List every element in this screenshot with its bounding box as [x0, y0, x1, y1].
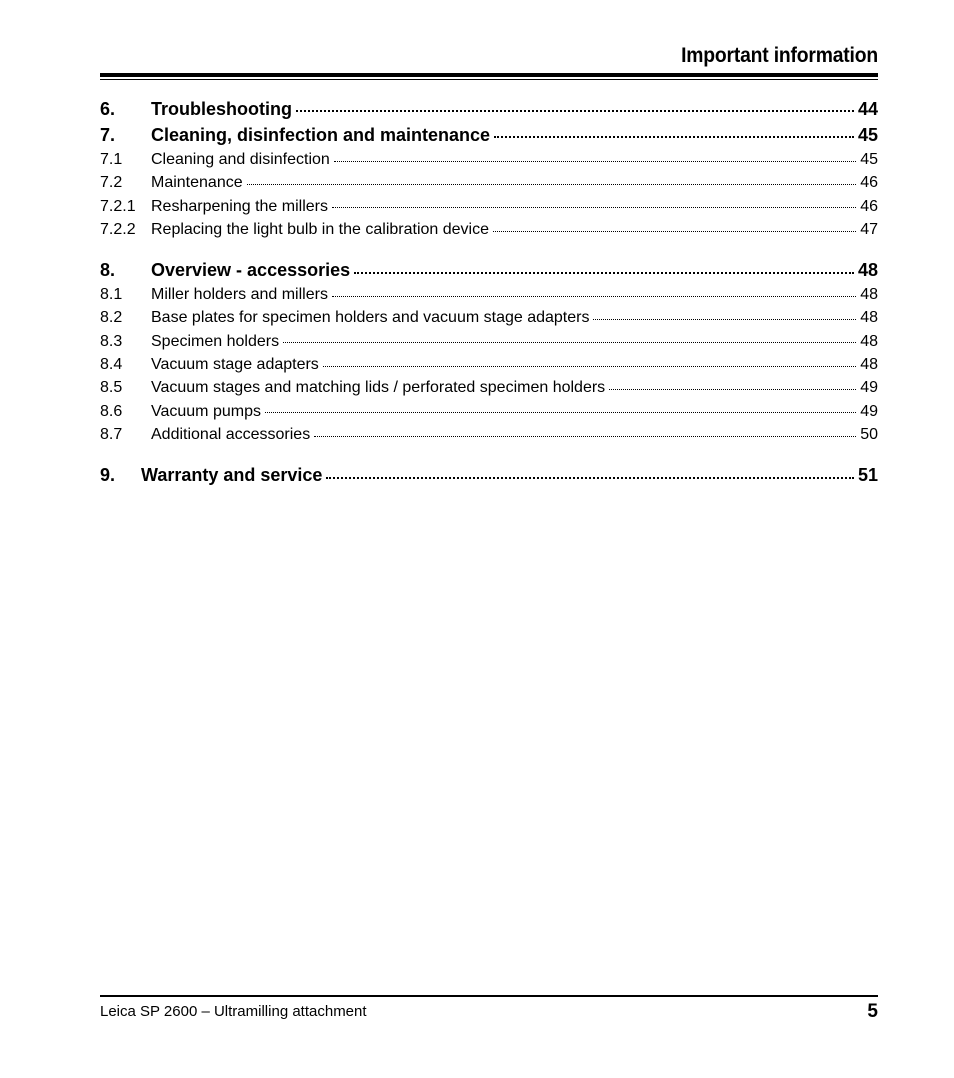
toc-number: 7.2.2: [100, 220, 136, 238]
toc-page: 44: [857, 99, 878, 119]
toc-page: 46: [860, 197, 878, 215]
toc-number: 8.5: [100, 379, 123, 397]
toc-entry-8-3[interactable]: [100, 330, 878, 353]
toc-leader: [493, 218, 856, 234]
toc-entry-9[interactable]: [100, 462, 878, 488]
toc-number: 8.6: [100, 402, 123, 420]
toc-leader: [314, 423, 856, 439]
toc-entry-7-2-2[interactable]: [100, 218, 878, 241]
toc-leader: [283, 330, 856, 346]
toc-title: Vacuum stage adapters: [151, 356, 319, 374]
toc-number: 7.1: [100, 151, 123, 168]
toc-title: Vacuum pumps: [151, 402, 261, 420]
toc-title: Additional accessories: [151, 425, 311, 443]
toc-leader: [334, 148, 856, 164]
header-rule-thick: [100, 73, 878, 77]
toc-leader: [494, 123, 854, 141]
toc-title: Miller holders and millers: [151, 286, 328, 304]
toc-leader: [609, 376, 856, 392]
toc-title: Warranty and service: [141, 465, 323, 486]
toc-leader: [332, 195, 856, 211]
header-rule-thin: [100, 79, 878, 80]
toc-page: 50: [860, 425, 878, 443]
toc-page: 48: [857, 260, 878, 281]
toc-number: 9.: [100, 465, 116, 486]
toc-page: 48: [860, 309, 878, 327]
toc-page: 45: [860, 151, 878, 168]
footer-rule: [100, 995, 878, 997]
toc-leader: [265, 400, 856, 416]
toc-entry-8-2[interactable]: [100, 306, 878, 329]
toc-title: Specimen holders: [151, 332, 280, 350]
page-header-title: Important information: [681, 44, 878, 67]
toc-number: 6.: [100, 99, 116, 119]
toc-title: Troubleshooting: [151, 99, 292, 119]
toc-entry-6[interactable]: [100, 96, 878, 122]
toc-entry-7-2[interactable]: [100, 171, 878, 194]
toc-page: 49: [860, 379, 878, 397]
toc-title: Replacing the light bulb in the calibration device: [151, 220, 489, 238]
toc-title: Cleaning and disinfection: [151, 151, 330, 168]
toc-leader: [354, 258, 854, 276]
toc-page: 48: [860, 332, 878, 350]
toc-number: 8.1: [100, 286, 123, 304]
toc-number: 7.2: [100, 174, 123, 192]
toc-entry-8-1[interactable]: [100, 283, 878, 306]
toc-title: Base plates for specimen holders and vacuum stage adapters: [151, 309, 590, 327]
toc-page: 47: [860, 220, 878, 238]
toc-entry-8-4[interactable]: [100, 353, 878, 376]
toc-number: 8.4: [100, 356, 123, 374]
toc-title: Cleaning, disinfection and maintenance: [151, 125, 491, 145]
toc-leader: [296, 97, 854, 115]
toc-entry-7[interactable]: [100, 122, 878, 148]
table-of-contents: [100, 96, 878, 488]
toc-page: 45: [857, 125, 878, 145]
toc-number: 8.2: [100, 309, 123, 327]
toc-page: 51: [857, 465, 878, 486]
toc-page: 46: [860, 174, 878, 192]
toc-title: Resharpening the millers: [151, 197, 328, 215]
toc-page: 48: [860, 356, 878, 374]
toc-entry-8-7[interactable]: [100, 423, 878, 446]
toc-leader: [247, 171, 857, 187]
toc-entry-7-2-1[interactable]: [100, 195, 878, 218]
toc-entry-7-1[interactable]: [100, 148, 878, 171]
toc-number: 7.2.1: [100, 197, 136, 215]
toc-number: 8.3: [100, 332, 123, 350]
toc-number: 7.: [100, 125, 116, 145]
toc-page: 48: [860, 286, 878, 304]
footer-page-number: 5: [867, 1001, 878, 1022]
toc-leader: [323, 353, 856, 369]
toc-title: Overview - accessories: [151, 260, 351, 281]
toc-entry-8[interactable]: [100, 257, 878, 283]
toc-number: 8.: [100, 260, 116, 281]
toc-title: Maintenance: [151, 174, 243, 192]
toc-number: 8.7: [100, 425, 123, 443]
toc-entry-8-5[interactable]: [100, 376, 878, 399]
toc-entry-8-6[interactable]: [100, 400, 878, 423]
toc-title: Vacuum stages and matching lids / perforated specimen holders: [151, 379, 606, 397]
toc-page: 49: [860, 402, 878, 420]
footer-product-name: Leica SP 2600 – Ultramilling attachment: [100, 1003, 367, 1020]
toc-leader: [326, 463, 854, 481]
toc-leader: [593, 306, 856, 322]
toc-leader: [332, 283, 856, 299]
